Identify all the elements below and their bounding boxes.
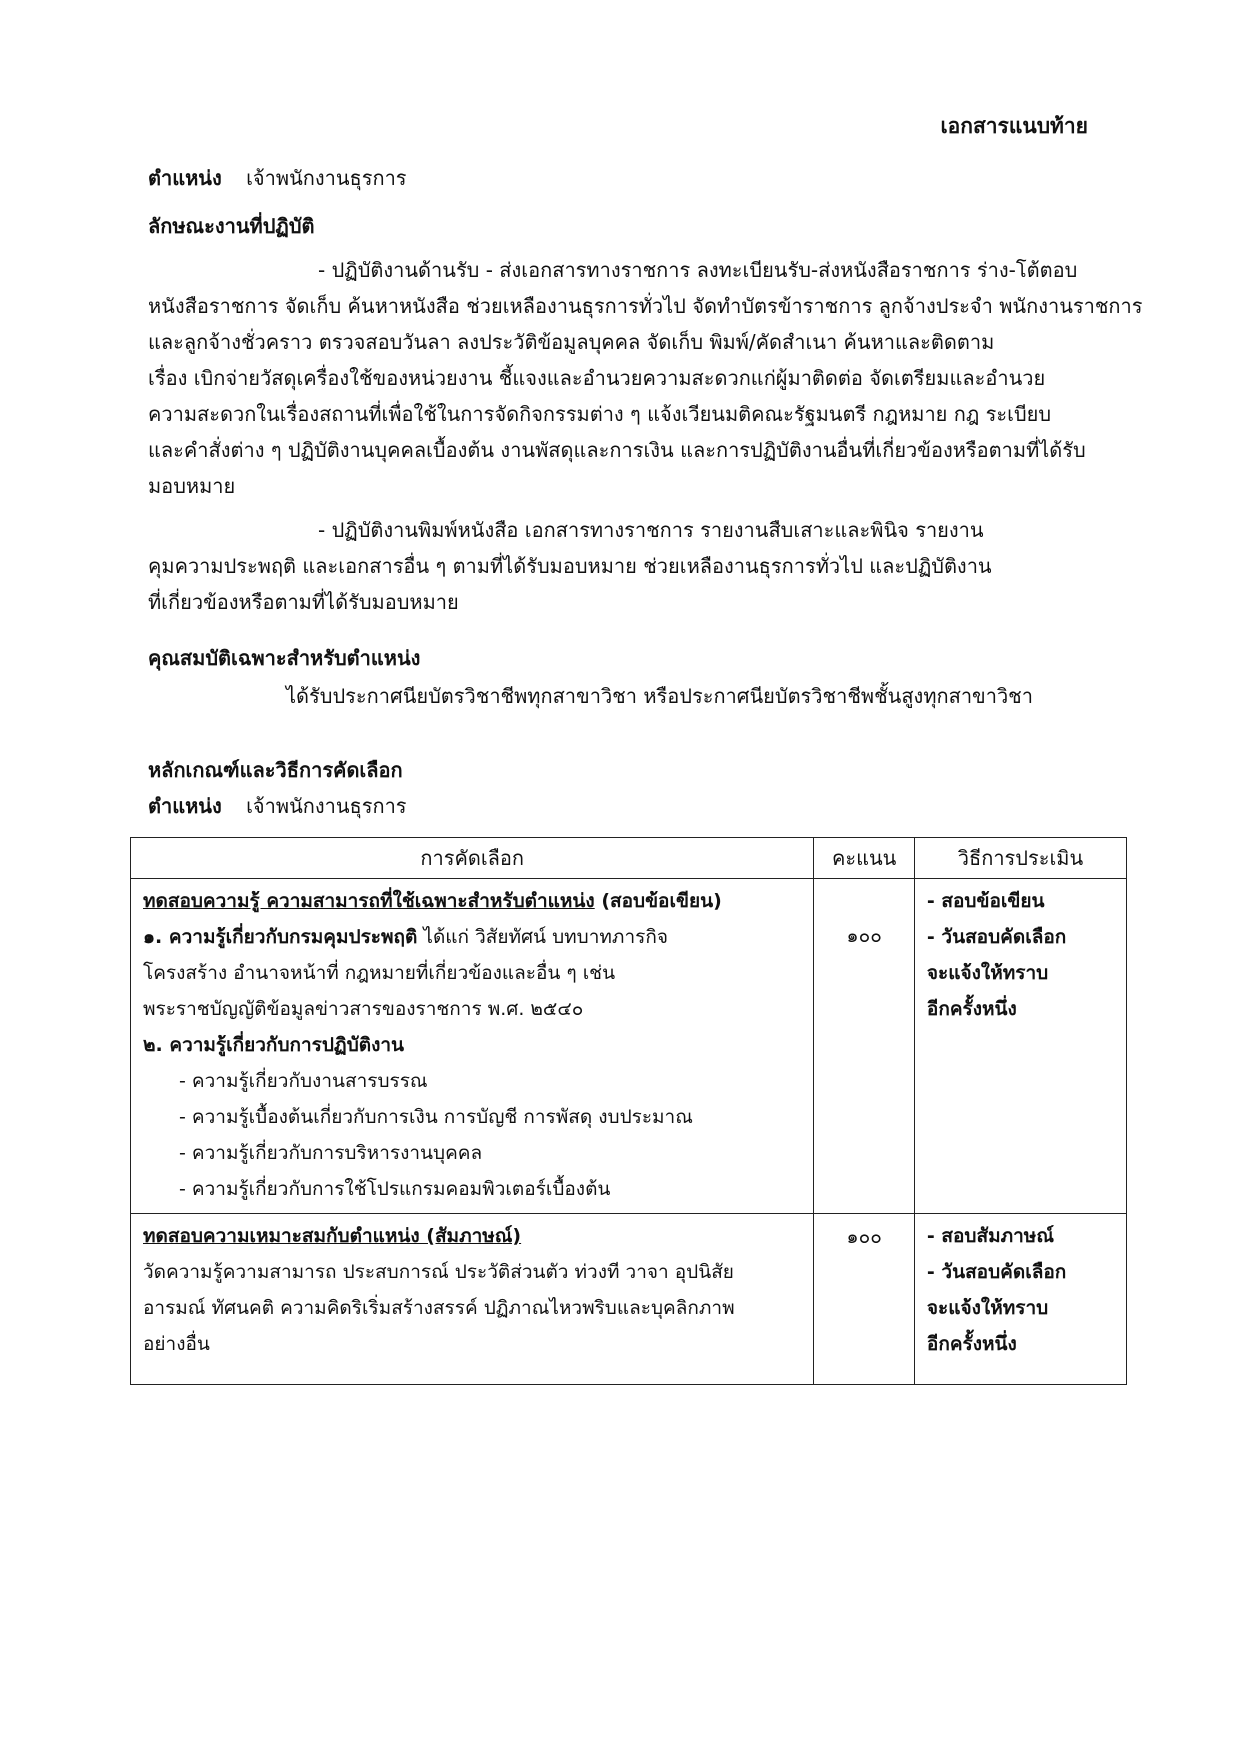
row-title: ทดสอบความเหมาะสมกับตำแหน่ง (สัมภาษณ์) (143, 1225, 522, 1247)
method-line: จะแจ้งให้ทราบ (926, 962, 1049, 984)
method-line: จะแจ้งให้ทราบ (926, 1297, 1049, 1319)
duties-paragraph-2 (148, 512, 1122, 620)
sub-item: - ความรู้เกี่ยวกับการใช้โปรแกรมคอมพิวเตอร์เบื้องต้น (179, 1178, 611, 1200)
duties-heading: ลักษณะงานที่ปฏิบัติ (148, 214, 315, 238)
row-title: ทดสอบความรู้ ความสามารถที่ใช้เฉพาะสำหรับตำแหน่ง (สอบข้อเขียน) (143, 890, 722, 912)
row-text-line: อารมณ์ ทัศนคติ ความคิดริเริ่มสร้างสรรค์ ปฏิภาณไหวพริบและบุคลิกภาพ (143, 1297, 735, 1319)
row-text-line: วัดความรู้ความสามารถ ประสบการณ์ ประวัติส่วนตัว ท่วงที วาจา อุปนิสัย (143, 1261, 734, 1283)
list-item-continued: โครงสร้าง อำนาจหน้าที่ กฎหมายที่เกี่ยวข้องและอื่น ๆ เช่น (143, 962, 616, 984)
sub-item: - ความรู้เบื้องต้นเกี่ยวกับการเงิน การบัญชี การพัสดุ งบประมาณ (179, 1106, 693, 1128)
header-method: วิธีการประเมิน (914, 838, 1126, 879)
selection-cell (131, 1214, 814, 1385)
score-cell: ๑๐๐ (814, 879, 915, 1214)
table-row (131, 879, 1127, 1214)
score-cell: ๑๐๐ (814, 1214, 915, 1385)
duties-line: เรื่อง เบิกจ่ายวัสดุเครื่องใช้ของหน่วยงาน ชี้แจงและอำนวยความสะดวกแก่ผู้มาติดต่อ จัดเตรียมและอำนวย (148, 366, 1046, 390)
duties-line: ความสะดวกในเรื่องสถานที่เพื่อใช้ในการจัดกิจกรรมต่าง ๆ แจ้งเวียนมติคณะรัฐมนตรี กฎหมาย กฎ ระเบียบ (148, 402, 1052, 426)
list-item-continued: พระราชบัญญัติข้อมูลข่าวสารของราชการ พ.ศ. ๒๕๔๐ (143, 998, 584, 1020)
duties-line: - ปฏิบัติงานพิมพ์หนังสือ เอกสารทางราชการ รายงานสืบเสาะและพินิจ รายงาน (318, 518, 984, 542)
list-item: ๒. ความรู้เกี่ยวกับการปฏิบัติงาน (143, 1034, 405, 1056)
method-line: - วันสอบคัดเลือก (926, 1261, 1067, 1283)
table-row (131, 1214, 1127, 1385)
duties-line: หนังสือราชการ จัดเก็บ ค้นหาหนังสือ ช่วยเหลืองานธุรการทั่วไป จัดทำบัตรข้าราชการ ลูกจ้างประจำ พนักงานราชการ (148, 294, 1143, 318)
criteria-position-line (148, 788, 1122, 824)
criteria-position-label: ตำแหน่ง (148, 794, 222, 818)
method-line: อีกครั้งหนึ่ง (926, 998, 1017, 1020)
method-line: อีกครั้งหนึ่ง (926, 1333, 1017, 1355)
duties-line: ที่เกี่ยวข้องหรือตามที่ได้รับมอบหมาย (148, 590, 459, 614)
method-cell (914, 879, 1126, 1214)
selection-table (130, 837, 1127, 1385)
header-score: คะแนน (814, 838, 915, 879)
qualifications-heading: คุณสมบัติเฉพาะสำหรับตำแหน่ง (148, 646, 421, 670)
duties-line: มอบหมาย (148, 474, 236, 498)
duties-line: และลูกจ้างชั่วคราว ตรวจสอบวันลา ลงประวัติข้อมูลบุคคล จัดเก็บ พิมพ์/คัดสำเนา ค้นหาและติดตาม (148, 330, 995, 354)
sub-item: - ความรู้เกี่ยวกับการบริหารงานบุคคล (179, 1142, 483, 1164)
table-header-row (131, 838, 1127, 879)
criteria-position-value: เจ้าพนักงานธุรการ (246, 794, 407, 818)
qualifications-text: ได้รับประกาศนียบัตรวิชาชีพทุกสาขาวิชา หรือประกาศนียบัตรวิชาชีพชั้นสูงทุกสาขาวิชา (286, 684, 1033, 708)
header-selection: การคัดเลือก (131, 838, 814, 879)
method-line: - วันสอบคัดเลือก (926, 926, 1067, 948)
sub-item: - ความรู้เกี่ยวกับงานสารบรรณ (179, 1070, 428, 1092)
list-item: ๑. ความรู้เกี่ยวกับกรมคุมประพฤติ ได้แก่ วิสัยทัศน์ บทบาทภารกิจ (143, 926, 668, 948)
selection-cell (131, 879, 814, 1214)
position-value: เจ้าพนักงานธุรการ (246, 166, 407, 190)
method-cell (914, 1214, 1126, 1385)
method-line: - สอบข้อเขียน (926, 890, 1045, 912)
duties-line: และคำสั่งต่าง ๆ ปฏิบัติงานบุคคลเบื้องต้น งานพัสดุและการเงิน และการปฏิบัติงานอื่นที่เกี่ยวข้องหรือตามที่ได้รับ (148, 438, 1086, 462)
duties-line: คุมความประพฤติ และเอกสารอื่น ๆ ตามที่ได้รับมอบหมาย ช่วยเหลืองานธุรการทั่วไป และปฏิบัติงาน (148, 554, 992, 578)
duties-line: - ปฏิบัติงานด้านรับ - ส่งเอกสารทางราชการ ลงทะเบียนรับ-ส่งหนังสือราชการ ร่าง-โต้ตอบ (318, 258, 1078, 282)
position-line (148, 160, 1122, 196)
position-label: ตำแหน่ง (148, 166, 222, 190)
row-text-line: อย่างอื่น (143, 1333, 210, 1355)
attachment-label: เอกสารแนบท้าย (940, 114, 1088, 138)
method-line: - สอบสัมภาษณ์ (926, 1225, 1054, 1247)
duties-paragraph-1 (148, 252, 1143, 504)
criteria-heading: หลักเกณฑ์และวิธีการคัดเลือก (148, 758, 403, 782)
